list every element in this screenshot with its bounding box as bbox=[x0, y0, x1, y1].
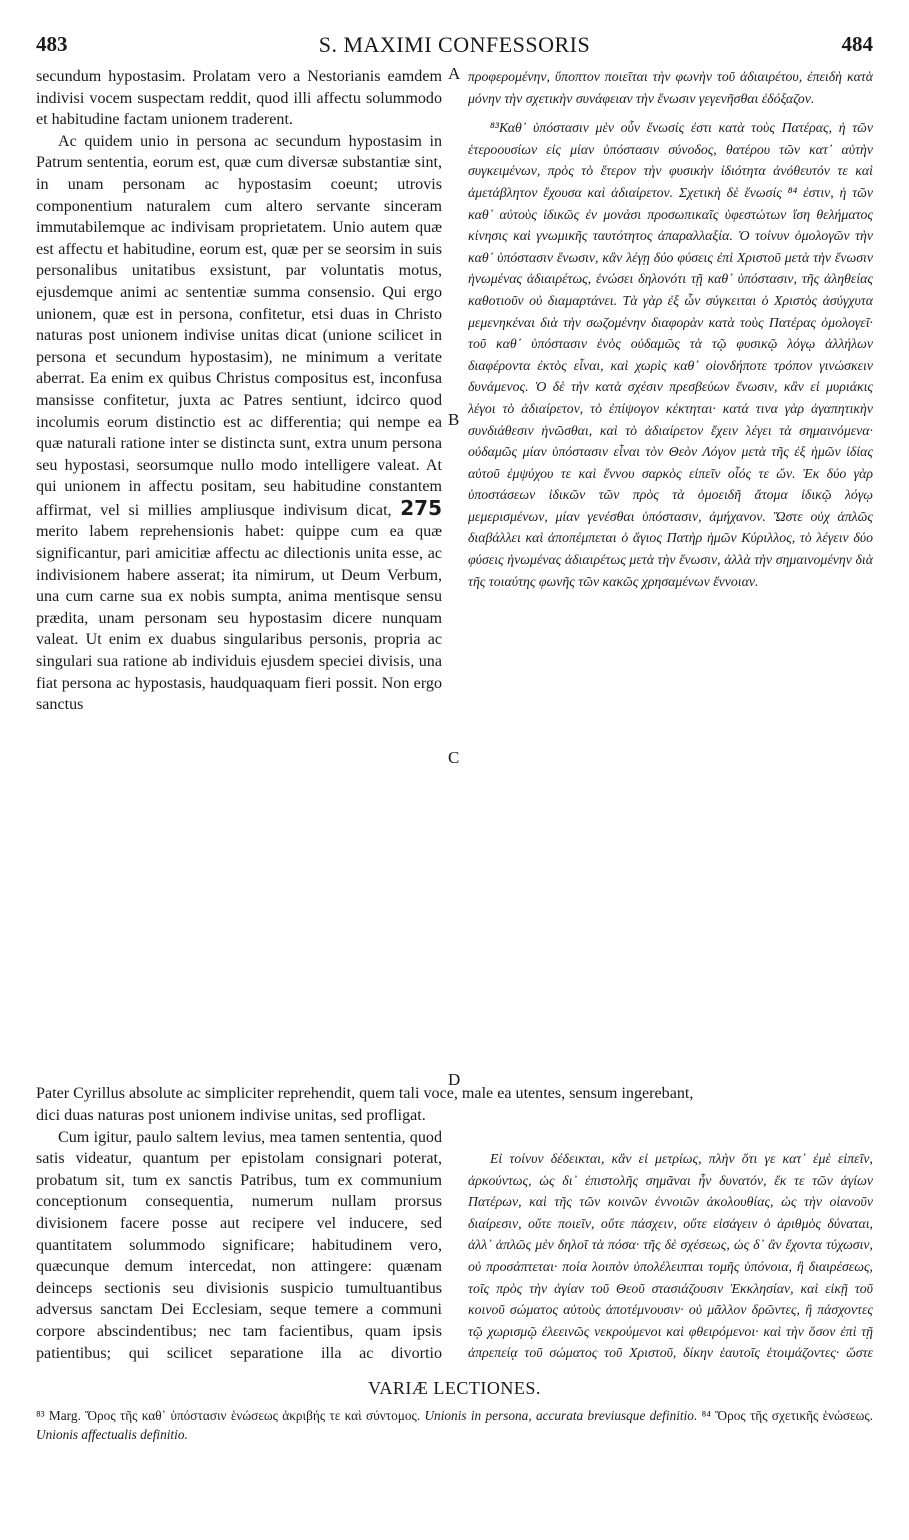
greek-paragraph-2a: Καθ᾽ ὑπόστασιν μὲν οὖν ἕνωσίς ἐστι κατὰ τοὺς Πατέρας, ἡ τῶν ἑτεροουσίων εἰς μίαν ὑπόστασιν σύνοδος, θατέρου τῶν κατ᾽ αὐτὴν συγκειμένων, πρὸς τὸ ἕτερον τὴν φυσικὴν ἰδιότητα ἀνόθευτόν τε καὶ ἀμετάβλητον ἔχουσα καὶ ἀδιαίρετον. Σχετικὴ δὲ ἕνωσίς bbox=[468, 120, 873, 200]
latin-column-top bbox=[36, 66, 442, 1079]
greek-column-bottom bbox=[468, 1148, 873, 1368]
column-number: 275 bbox=[400, 495, 442, 520]
latin-paragraph-1: secundum hypostasim. Prolatam vero a Nestorianis eamdem indivisi vocem suspectam reddit, quod illi affectu solummodo et habitudine factam unionem traderent. bbox=[36, 68, 442, 129]
greek-paragraph-3: Εἰ τοίνυν δέδεικται, κἂν εἰ μετρίως, πλὴν ὅτι γε κατ᾽ ἐμὲ εἰπεῖν, ἀρκούντως, ὡς δι᾽ ἐπιστολῆς σημᾶναι ἦν δυνατόν, ἔκ τε τῶν ἁγίων Πατέρων, καὶ τῆς τῶν κοινῶν ἐννοιῶν ἀκολουθίας, ὡς τὴν οἱανοῦν διαίρεσιν, οὔτε ποιεῖν, οὔτε πάσχειν, οὔτε εἰσάγειν ὁ ἀριθμὸς δύναται, ἀλλ᾽ ἁπλῶς μὲν δηλοῖ τὰ πόσα· τῆς δὲ σχέσεως, ὡς δ᾽ ἂν ἔχοντα τύχωσιν, οὐ προσάπτεται· ποία λοιπὸν ὑπολέλειπται τομῆς ὑπόνοια, ἢ διαιρέσεως, τοῖς πρὸς τὴν ἁγίαν τοῦ Θεοῦ στασιάζουσιν Ἐκκλησίαν, καὶ εἰκῇ τοῦ κοινοῦ σώματος αὐτοὺς ἀποτέμνουσιν· οὐ μᾶλλον δρῶντες, ἢ πάσχοντες τῷ χωρισμῷ ἐλεεινῶς νεκρούμενοι καὶ φθειρόμενοι· καὶ τὴν ὅσον ἐπὶ τῇ ἀπρεπείᾳ τοῦ σώματος τοῦ Χριστοῦ, δίκην ἑαυτοῖς ἑτοιμάζοντες· ὥστε bbox=[468, 1151, 873, 1361]
note-83-marker: ⁸³ bbox=[36, 1408, 45, 1423]
page-number-left: 483 bbox=[36, 32, 68, 56]
greek-paragraph-1: προφερομένην, ὕποπτον ποιεῖται τὴν φωνὴν τοῦ ἀδιαιρέτου, ἐπειδὴ κατὰ μόνην τὴν σχετικὴν συνάφειαν τὴν ἕνωσιν γεγενῆσθαι ἐδόξαζον. bbox=[468, 69, 873, 106]
variae-lectiones-heading: VARIÆ LECTIONES. bbox=[368, 1378, 541, 1398]
greek-column-top bbox=[468, 66, 873, 1079]
note-84-greek: Ὅρος τῆς σχετικῆς ἑνώσεως. bbox=[715, 1408, 874, 1423]
note-84-marker: ⁸⁴ bbox=[701, 1408, 711, 1423]
margin-mark-d: D bbox=[448, 1070, 461, 1089]
greek-note-ref-83: ⁸³ bbox=[490, 120, 499, 136]
note-83-greek: Marg. Ὅρος τῆς καθ᾽ ὑπόστασιν ἑνώσεως ἀκριβής τε καὶ σύντομος. bbox=[48, 1408, 421, 1423]
greek-paragraph-2b: ἐστιν, ἡ τῶν καθ᾽ αὐτοὺς ἰδικῶς ἐν μονάσι προσωπικαῖς ὑφεστώτων ἴση θελήματος κίνησις καὶ γνωμικῆς ταυτότητος ἀπαραλλαξία. Ὁ τοίνυν ὁμολογῶν τὴν καθ᾽ ὑπόστασιν ἕνωσιν, κἂν λέγῃ δύο φύσεις ἐπὶ Χριστοῦ μετὰ τὴν ἕνωσιν ἡνωμένας ἀδιαιρέτως, ἑνώσει δηλονότι τῇ καθ᾽ ὑπόστασιν, τῆς ἀληθείας καθοτιοῦν οὐ διαμαρτάνει. Τὰ γὰρ ἐξ ὧν σύγκειται ὁ Χριστὸς ἀσύγχυτα μεμενηκέναι διὰ τὴν σωζομένην διαφορὰν κατὰ τοὺς Πατέρας ὁμολογεῖ· τοῦ καθ᾽ ὑπόστασιν ἑνὸς οὐδαμῶς τὰ τῷ φυσικῷ λόγῳ ἀλλήλων διαφέροντα ἐκτὸς εἶναι, καὶ χωρὶς καθ᾽ οἱονδήποτε τρόπον γινώσκειν δυνάμενος. Ὁ δὲ τὴν κατὰ σχέσιν πρεσβεύων ἕνωσιν, κἂν εἰ μυριάκις λέγοι τὸ ἀδιαίρετον, τὸ ἐπίψογον κέκτηται· κατά τινα γὰρ ἀγαπητικὴν συνδιάθεσιν ἡνῶσθαι, καὶ τὸ ἀδιαίρετον ἔχειν λέγει τὰ σημαινόμενα· οὐδαμῶς μίαν ὑπόστασιν εἶναι τὸν Θεὸν Λόγον μετὰ τῆς ἐξ ἡμῶν ἰδίας αὐτοῦ ἐμψύχου τε καὶ ἔννου σαρκὸς εἰπεῖν οἷός τε ὤν. Ἐκ δύο γὰρ ὑποστάσεων ἰδικῶν τῶν πρὸς τὰ ὁμοειδῆ ἄτομα ἰδικῷ λόγῳ μεμερισμένων, μίαν γενέσθαι ὑπόστασιν, ἀμήχανον. Ὥστε οὐχ ἁπλῶς διαβάλλει καὶ ἀποπέμπεται ὁ ἅγιος Πατὴρ ἡμῶν Κύριλλος, τὸ λέγειν δύο φύσεις ἡνωμένας ἀδιαιρέτως μετὰ τὴν ἕνωσιν, ἀλλὰ τὴν σημαινομένην διὰ τῆς τοιαύτης φωνῆς τῶν κακῶς χρησαμένων ἔννοιαν. bbox=[468, 184, 873, 589]
latin-paragraph-2a: Ac quidem unio in persona ac secundum hypostasim in Patrum sententia, eorum est, quæ cum diversæ substantiæ sint, in unam personam ac hypostasim coeunt; utrovis componentium naturalem cum altero servante sinceram immutabilemque ac indivisam proprietatem. Unio autem quæ est affectu et habitudine, eorum est, quæ per se seorsim in suis personalibus unitatibus exsistunt, par voluntatis motus, ejusdemque animi ac sententiæ summa consensio. Qui ergo unionem, quæ est in persona, confitetur, etsi duas in Christo naturas post unionem indivise unitas dicat (unione scilicet in persona et secundum hypostasim), ne minimum a veritate aberrat. Ea enim ex quibus Christus compositus est, inconfusa mansisse confitetur, juxta ac Patres sentiunt, idcirco quod incolumis eorum distinctio est ac differentia; qui nempe ea quæ naturali ratione inter se distincta sunt, extra unum persona seu hypostasi, seorsumque nullo modo intelligere valeat. At qui unionem in affectu positam, seu habitudine constantem affirmat, vel si millies ampliusque indivisum dicat, bbox=[36, 132, 442, 519]
page-number-right: 484 bbox=[841, 32, 873, 56]
margin-mark-a: A bbox=[448, 64, 461, 83]
latin-paragraph-2b: merito labem reprehensionis habet: quippe cum ea quæ significantur, pari amicitiæ affectu ac dilectionis unita esse, ac indivisionem habere asserat; ita nimirum, ut Deum Verbum, una cum carne sua ex nobis sumpta, anima mentisque sensu prædita, unam personam seu hypostasim dicere nunquam valeat. Ut enim ex duabus singularibus personis, propria ac singulari sua ratione ab individuis ejusdem speciei divisis, una fiat persona ac hypostasis, haudquaquam fieri possit. Non ergo sanctus bbox=[36, 523, 442, 714]
note-84-latin: Unionis affectualis definitio. bbox=[36, 1427, 188, 1442]
margin-mark-b: B bbox=[448, 410, 460, 429]
spanning-line: Pater Cyrillus absolute ac simpliciter reprehendit, quem tali voce, male ea utentes, sensum ingerebant, bbox=[36, 1085, 694, 1102]
greek-note-ref-84: ⁸⁴ bbox=[787, 184, 798, 200]
variae-lectiones-notes bbox=[36, 1406, 873, 1444]
running-title: S. MAXIMI CONFESSORIS bbox=[318, 32, 591, 57]
latin-column-bottom bbox=[36, 1105, 442, 1367]
latin-paragraph-4: Cum igitur, paulo saltem levius, mea tamen sententia, quod satis videatur, quantum per epistolam consignari poterat, probatum sit, tum ex sanctis Patribus, tum ex communium conceptionum consequentia, numerum nullam prorsus divisionem facere posse aut recipere vel inducere, sed quantitatem solummodo significare; habitudinem vero, quæcunque demum intercedat, non attingere: quænam deinceps sectionis seu divisionis suspicio tumultuantibus adversus sanctam Dei Ecclesiam, seque temere a communi corpore abscindentibus; nec tam facientibus, quam ipsis patientibus; qui scilicet separatione illa ac divortio bbox=[36, 1128, 442, 1362]
greek-paragraph-2 bbox=[468, 117, 873, 592]
latin-paragraph-3: dici duas naturas post unionem indivise unitas, sed profligat. bbox=[36, 1107, 426, 1124]
latin-paragraph-2 bbox=[36, 131, 442, 716]
running-header bbox=[30, 30, 879, 64]
note-83-latin: Unionis in persona, accurata breviusque definitio. bbox=[424, 1408, 698, 1423]
margin-mark-c: C bbox=[448, 748, 460, 767]
